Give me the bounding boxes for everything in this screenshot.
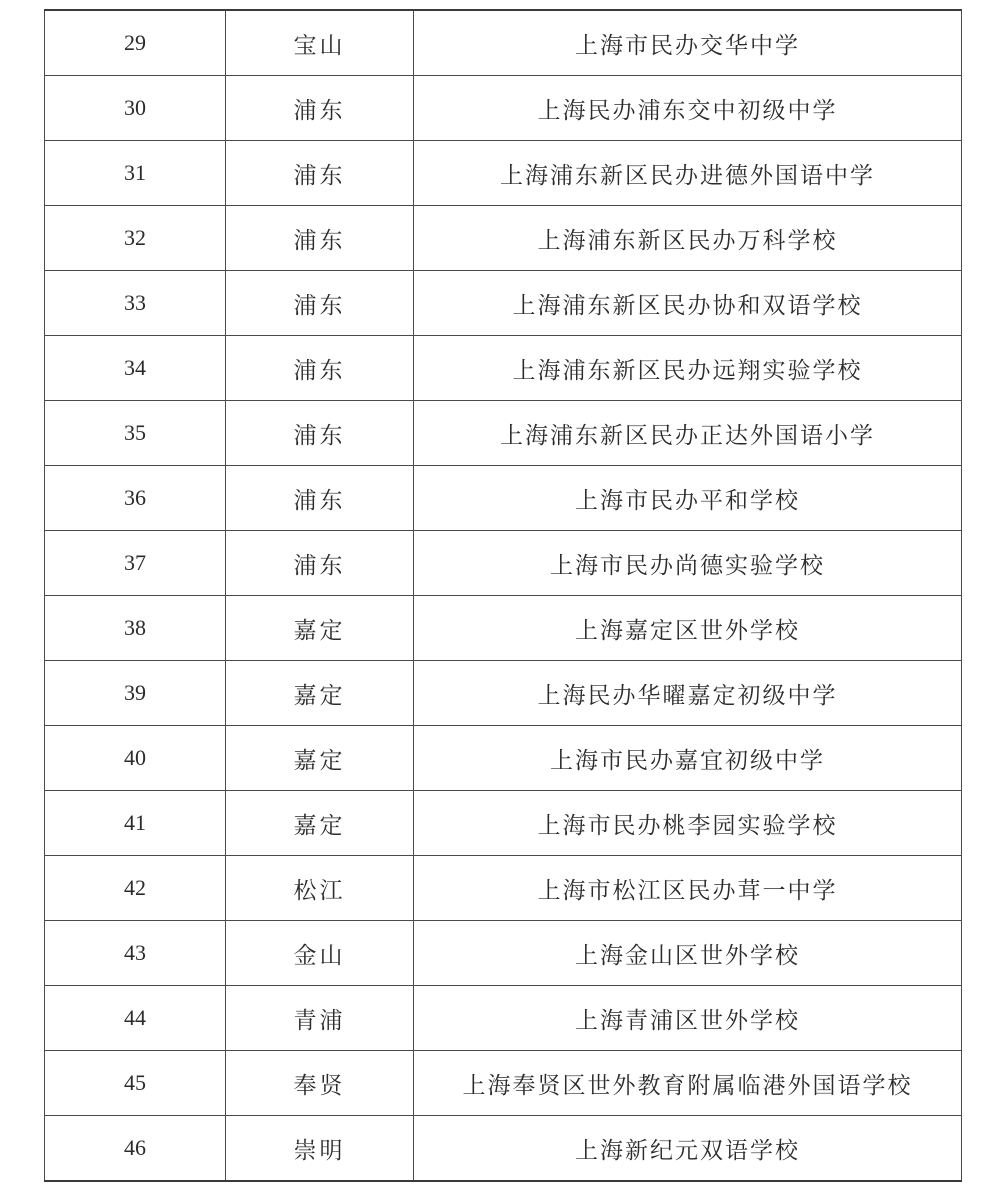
school-name-cell: 上海浦东新区民办进德外国语中学 (414, 141, 962, 206)
school-name-cell: 上海奉贤区世外教育附属临港外国语学校 (414, 1051, 962, 1116)
table-row (45, 921, 962, 986)
table-row (45, 76, 962, 141)
district-cell: 浦东 (226, 76, 414, 141)
row-number-cell: 43 (45, 921, 226, 986)
district-cell: 青浦 (226, 986, 414, 1051)
row-number-cell: 33 (45, 271, 226, 336)
school-name-cell: 上海浦东新区民办远翔实验学校 (414, 336, 962, 401)
school-name-cell: 上海民办华曜嘉定初级中学 (414, 661, 962, 726)
table-row (45, 596, 962, 661)
district-cell: 松江 (226, 856, 414, 921)
school-list-table-wrapper (44, 9, 962, 1182)
school-name-cell: 上海金山区世外学校 (414, 921, 962, 986)
district-cell: 浦东 (226, 531, 414, 596)
table-row (45, 141, 962, 206)
school-name-cell: 上海浦东新区民办万科学校 (414, 206, 962, 271)
district-cell: 浦东 (226, 206, 414, 271)
school-name-cell: 上海市民办交华中学 (414, 10, 962, 76)
district-cell: 嘉定 (226, 791, 414, 856)
table-row (45, 661, 962, 726)
table-row (45, 1051, 962, 1116)
row-number-cell: 34 (45, 336, 226, 401)
table-row (45, 336, 962, 401)
table-row (45, 531, 962, 596)
table-row (45, 466, 962, 531)
table-row (45, 726, 962, 791)
table-row (45, 271, 962, 336)
row-number-cell: 37 (45, 531, 226, 596)
table-row (45, 1116, 962, 1182)
row-number-cell: 38 (45, 596, 226, 661)
row-number-cell: 45 (45, 1051, 226, 1116)
district-cell: 浦东 (226, 466, 414, 531)
row-number-cell: 46 (45, 1116, 226, 1182)
district-cell: 浦东 (226, 271, 414, 336)
school-name-cell: 上海市民办平和学校 (414, 466, 962, 531)
table-row (45, 401, 962, 466)
school-name-cell: 上海新纪元双语学校 (414, 1116, 962, 1182)
table-row (45, 986, 962, 1051)
school-name-cell: 上海市民办嘉宜初级中学 (414, 726, 962, 791)
district-cell: 嘉定 (226, 661, 414, 726)
row-number-cell: 36 (45, 466, 226, 531)
school-name-cell: 上海市民办桃李园实验学校 (414, 791, 962, 856)
table-row (45, 856, 962, 921)
district-cell: 嘉定 (226, 596, 414, 661)
row-number-cell: 44 (45, 986, 226, 1051)
district-cell: 浦东 (226, 336, 414, 401)
row-number-cell: 29 (45, 10, 226, 76)
row-number-cell: 32 (45, 206, 226, 271)
school-list-table (44, 9, 962, 1182)
district-cell: 嘉定 (226, 726, 414, 791)
school-name-cell: 上海民办浦东交中初级中学 (414, 76, 962, 141)
table-row (45, 206, 962, 271)
school-name-cell: 上海浦东新区民办协和双语学校 (414, 271, 962, 336)
row-number-cell: 35 (45, 401, 226, 466)
table-row (45, 791, 962, 856)
row-number-cell: 39 (45, 661, 226, 726)
row-number-cell: 31 (45, 141, 226, 206)
school-name-cell: 上海浦东新区民办正达外国语小学 (414, 401, 962, 466)
district-cell: 奉贤 (226, 1051, 414, 1116)
table-row (45, 10, 962, 76)
row-number-cell: 41 (45, 791, 226, 856)
table-body (45, 10, 962, 1181)
district-cell: 浦东 (226, 401, 414, 466)
row-number-cell: 42 (45, 856, 226, 921)
school-name-cell: 上海青浦区世外学校 (414, 986, 962, 1051)
district-cell: 宝山 (226, 10, 414, 76)
district-cell: 浦东 (226, 141, 414, 206)
school-name-cell: 上海嘉定区世外学校 (414, 596, 962, 661)
row-number-cell: 30 (45, 76, 226, 141)
district-cell: 金山 (226, 921, 414, 986)
school-name-cell: 上海市民办尚德实验学校 (414, 531, 962, 596)
school-name-cell: 上海市松江区民办茸一中学 (414, 856, 962, 921)
district-cell: 崇明 (226, 1116, 414, 1182)
row-number-cell: 40 (45, 726, 226, 791)
